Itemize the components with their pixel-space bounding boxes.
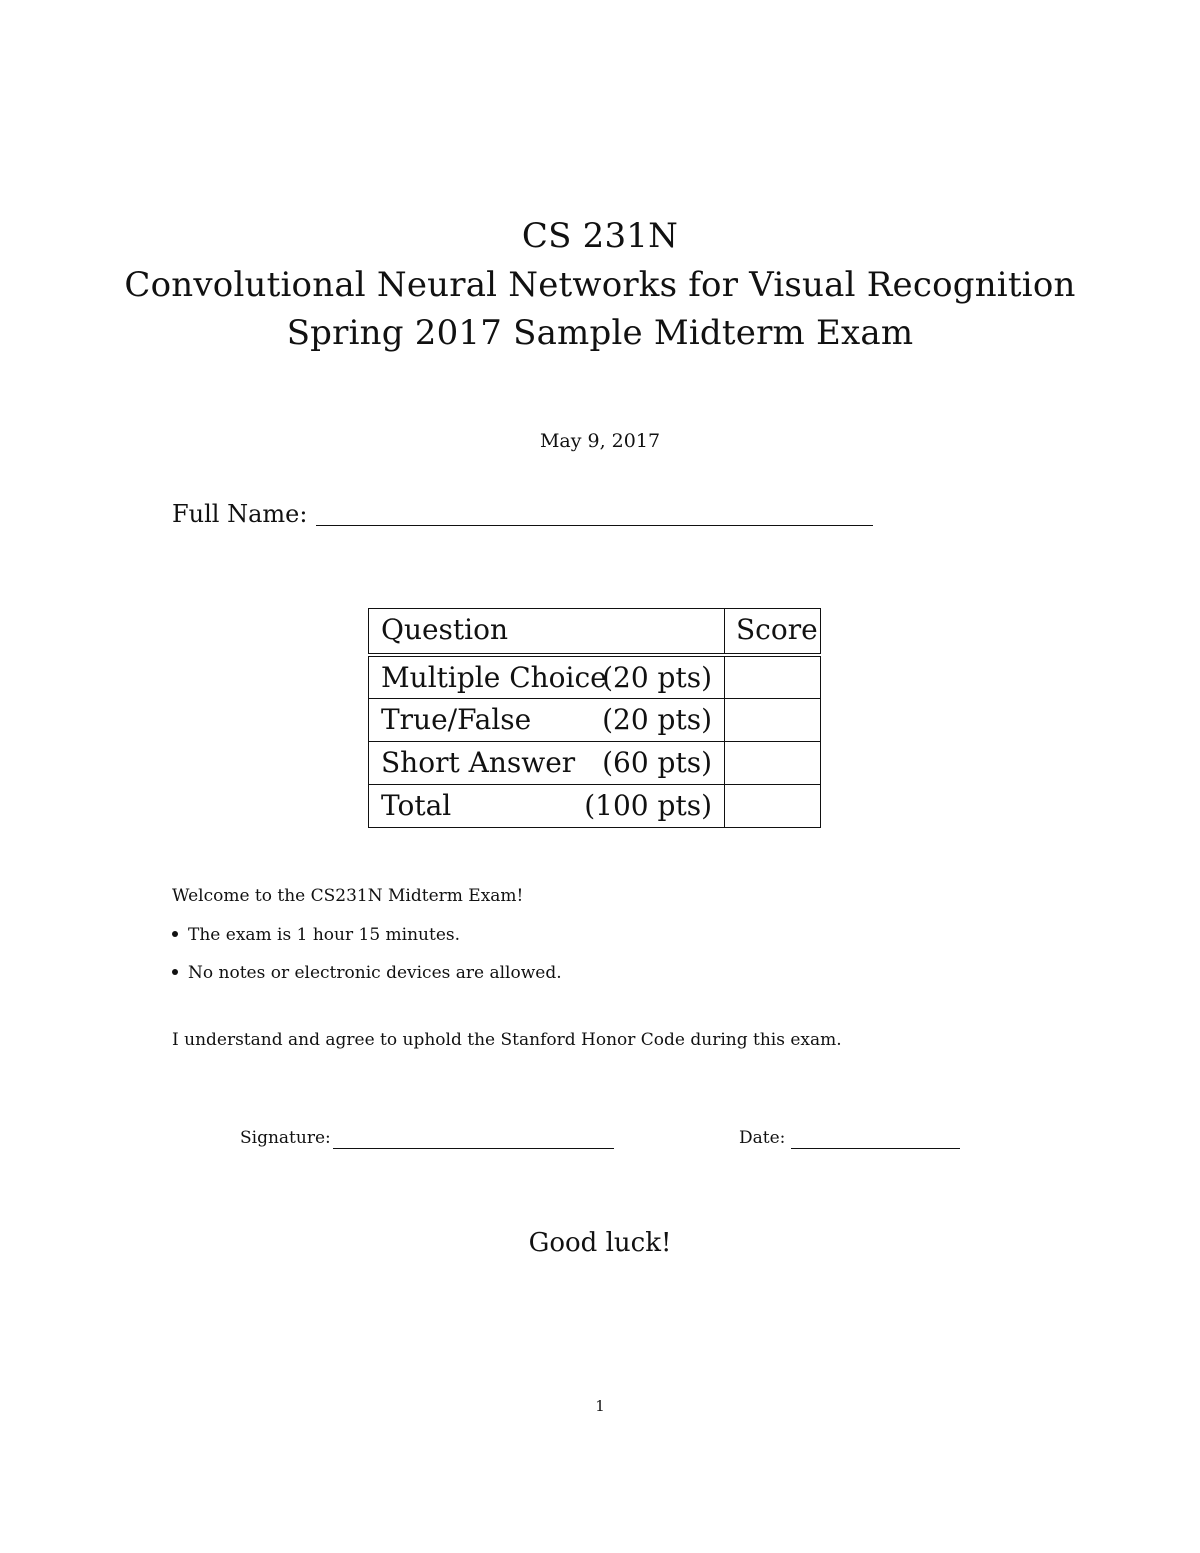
full-name-field[interactable]: [316, 525, 873, 526]
date-label: Date:: [739, 1128, 786, 1148]
instruction-text: The exam is 1 hour 15 minutes.: [188, 925, 461, 945]
column-divider: [724, 742, 725, 784]
full-name-label: Full Name:: [172, 500, 308, 528]
question-name: Short Answer: [381, 746, 576, 779]
course-code: CS 231N: [521, 216, 679, 256]
course-name: Convolutional Neural Networks for Visual Recognition: [124, 265, 1076, 305]
column-divider: [724, 609, 725, 653]
header-score: Score: [736, 613, 818, 646]
table-row: [368, 742, 821, 785]
honor-code-text: I understand and agree to uphold the Stanford Honor Code during this exam.: [172, 1030, 842, 1050]
table-row: [368, 785, 821, 828]
column-divider: [724, 699, 725, 741]
score-table: [368, 608, 821, 828]
exam-title: Spring 2017 Sample Midterm Exam: [286, 313, 914, 353]
date-field[interactable]: [791, 1148, 960, 1149]
score-table-header-row: [368, 608, 821, 654]
exam-date: May 9, 2017: [539, 430, 661, 452]
column-divider: [724, 785, 725, 827]
question-name: Total: [381, 789, 452, 822]
closing-text: Good luck!: [528, 1228, 672, 1258]
instruction-text: No notes or electronic devices are allowed.: [188, 963, 562, 983]
question-name: Multiple Choice: [381, 661, 607, 694]
welcome-text: Welcome to the CS231N Midterm Exam!: [172, 886, 524, 906]
header-question: Question: [381, 613, 509, 646]
question-points: (20 pts): [602, 703, 712, 736]
signature-label: Signature:: [240, 1128, 331, 1148]
page-number: 1: [595, 1397, 605, 1415]
instruction-item: [172, 925, 460, 945]
question-name: True/False: [381, 703, 532, 736]
table-row: [368, 656, 821, 699]
bullet-icon: [172, 969, 178, 975]
table-row: [368, 699, 821, 742]
question-points: (20 pts): [602, 661, 712, 694]
column-divider: [724, 657, 725, 698]
instruction-item: [172, 963, 562, 983]
question-points: (60 pts): [602, 746, 712, 779]
question-points: (100 pts): [584, 789, 712, 822]
bullet-icon: [172, 931, 178, 937]
signature-field[interactable]: [333, 1148, 614, 1149]
